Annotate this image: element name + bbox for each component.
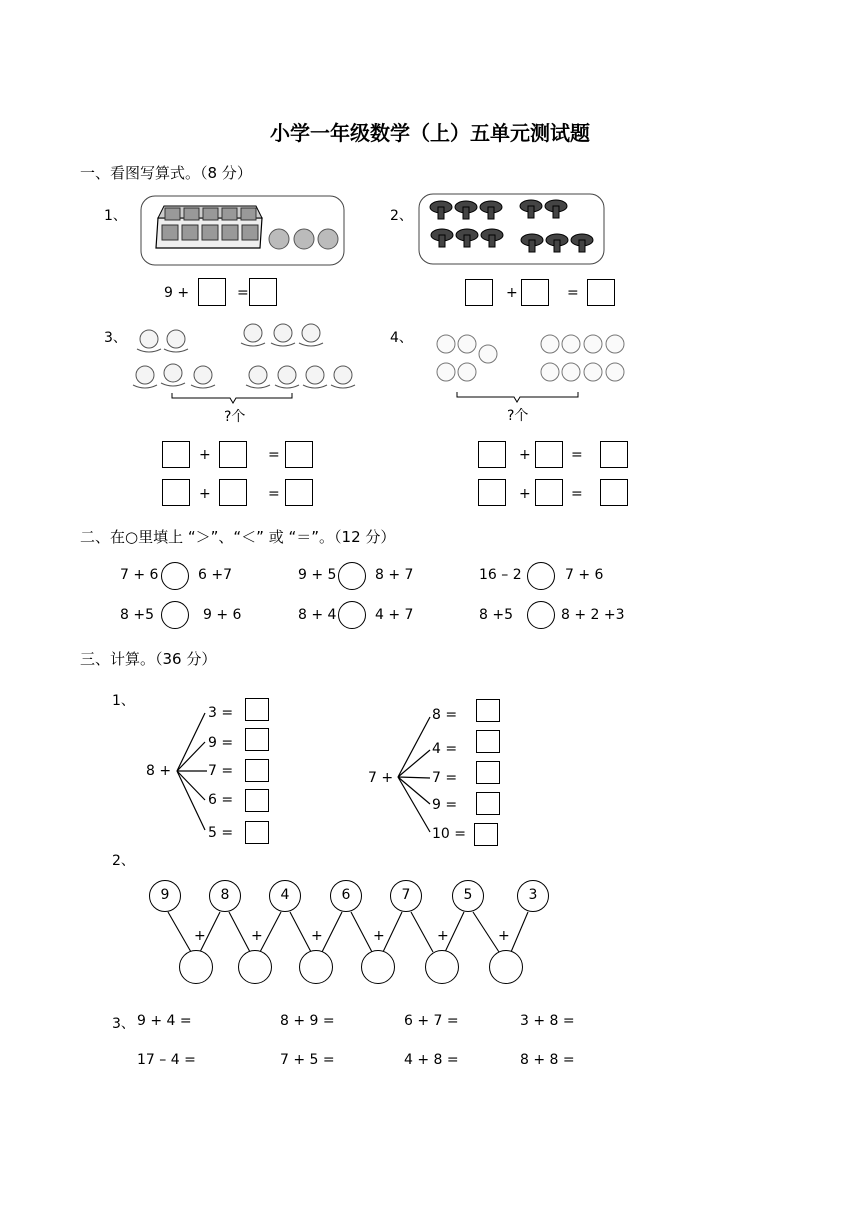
compare-left: 8 +5 <box>120 607 154 623</box>
calc-item: 6 + 7 = <box>404 1013 459 1029</box>
compare-left: 9 + 5 <box>298 567 337 583</box>
fan-right-item: 8 = <box>432 707 458 723</box>
compare-right: 6 +7 <box>198 567 232 583</box>
p1-q2-plus: + <box>506 285 518 301</box>
p3-q1-number: 1、 <box>112 693 135 709</box>
zigzag-plus: + <box>311 928 323 944</box>
zigzag-plus: + <box>437 928 449 944</box>
fan-left-base: 8 + <box>146 763 172 779</box>
fan-right-base: 7 + <box>368 770 394 786</box>
p1-q4-plus: + <box>519 447 531 463</box>
fan-right-item: 7 = <box>432 770 458 786</box>
p1-q1-number: 1、 <box>104 208 127 224</box>
p1-q4-plus: + <box>519 486 531 502</box>
zigzag-plus: + <box>251 928 263 944</box>
zigzag-plus: + <box>373 928 385 944</box>
number-circle-label: 4 <box>280 887 290 903</box>
fan-right-item: 9 = <box>432 797 458 813</box>
fan-left-item: 6 = <box>208 792 234 808</box>
zigzag-plus: + <box>194 928 206 944</box>
fan-left-item: 7 = <box>208 763 234 779</box>
compare-right: 4 + 7 <box>375 607 414 623</box>
compare-left: 8 +5 <box>479 607 513 623</box>
calc-item: 8 + 9 = <box>280 1013 335 1029</box>
answer-circle[interactable] <box>425 950 459 984</box>
zigzag-plus: + <box>498 928 510 944</box>
number-circle-label: 9 <box>160 887 170 903</box>
compare-right: 8 + 2 +3 <box>561 607 625 623</box>
compare-right: 8 + 7 <box>375 567 414 583</box>
section-3-heading: 三、计算。（36 分） <box>80 650 217 668</box>
answer-circle[interactable] <box>489 950 523 984</box>
p1-q3-plus: + <box>199 486 211 502</box>
p1-q4-brace-label: ?个 <box>507 408 529 424</box>
p1-q4-number: 4、 <box>390 330 413 346</box>
compare-right: 7 + 6 <box>565 567 604 583</box>
answer-circle[interactable] <box>238 950 272 984</box>
p1-q2-eq: = <box>567 285 579 301</box>
calc-item: 7 + 5 = <box>280 1052 335 1068</box>
section-1-heading: 一、看图写算式。（8 分） <box>80 164 252 182</box>
compare-right: 9 + 6 <box>203 607 242 623</box>
number-circle-label: 6 <box>341 887 351 903</box>
p1-q2-number: 2、 <box>390 208 413 224</box>
calc-item: 3 + 8 = <box>520 1013 575 1029</box>
compare-left: 16 – 2 <box>479 567 522 583</box>
p3-q3-number: 3、 <box>112 1016 135 1032</box>
calc-item: 9 + 4 = <box>137 1013 192 1029</box>
fan-left-item: 3 = <box>208 705 234 721</box>
page-title: 小学一年级数学（上）五单元测试题 <box>270 121 590 145</box>
number-circle-label: 7 <box>401 887 411 903</box>
number-circle-label: 5 <box>463 887 473 903</box>
calc-item: 4 + 8 = <box>404 1052 459 1068</box>
compare-left: 7 + 6 <box>120 567 159 583</box>
p1-q1-eq-a: 9 + <box>164 285 190 301</box>
p1-q3-eq: = <box>268 486 280 502</box>
fan-right-item: 10 = <box>432 826 466 842</box>
p1-q3-eq: = <box>268 447 280 463</box>
calc-item: 8 + 8 = <box>520 1052 575 1068</box>
fan-left-item: 9 = <box>208 735 234 751</box>
fan-left-item: 5 = <box>208 825 234 841</box>
compare-left: 8 + 4 <box>298 607 337 623</box>
calc-item: 17 – 4 = <box>137 1052 196 1068</box>
number-circle-label: 3 <box>528 887 538 903</box>
p1-q3-number: 3、 <box>104 330 127 346</box>
fan-right-item: 4 = <box>432 741 458 757</box>
p1-q3-plus: + <box>199 447 211 463</box>
number-circle-label: 8 <box>220 887 230 903</box>
p1-q3-brace-label: ?个 <box>224 409 246 425</box>
p3-q2-number: 2、 <box>112 853 135 869</box>
answer-circle[interactable] <box>299 950 333 984</box>
answer-circle[interactable] <box>179 950 213 984</box>
p1-q1-eq-sign: = <box>237 285 249 301</box>
section-2-heading: 二、在○里填上 “＞”、“＜” 或 “＝”。（12 分） <box>80 528 396 546</box>
p1-q4-eq: = <box>571 486 583 502</box>
p1-q4-eq: = <box>571 447 583 463</box>
answer-circle[interactable] <box>361 950 395 984</box>
